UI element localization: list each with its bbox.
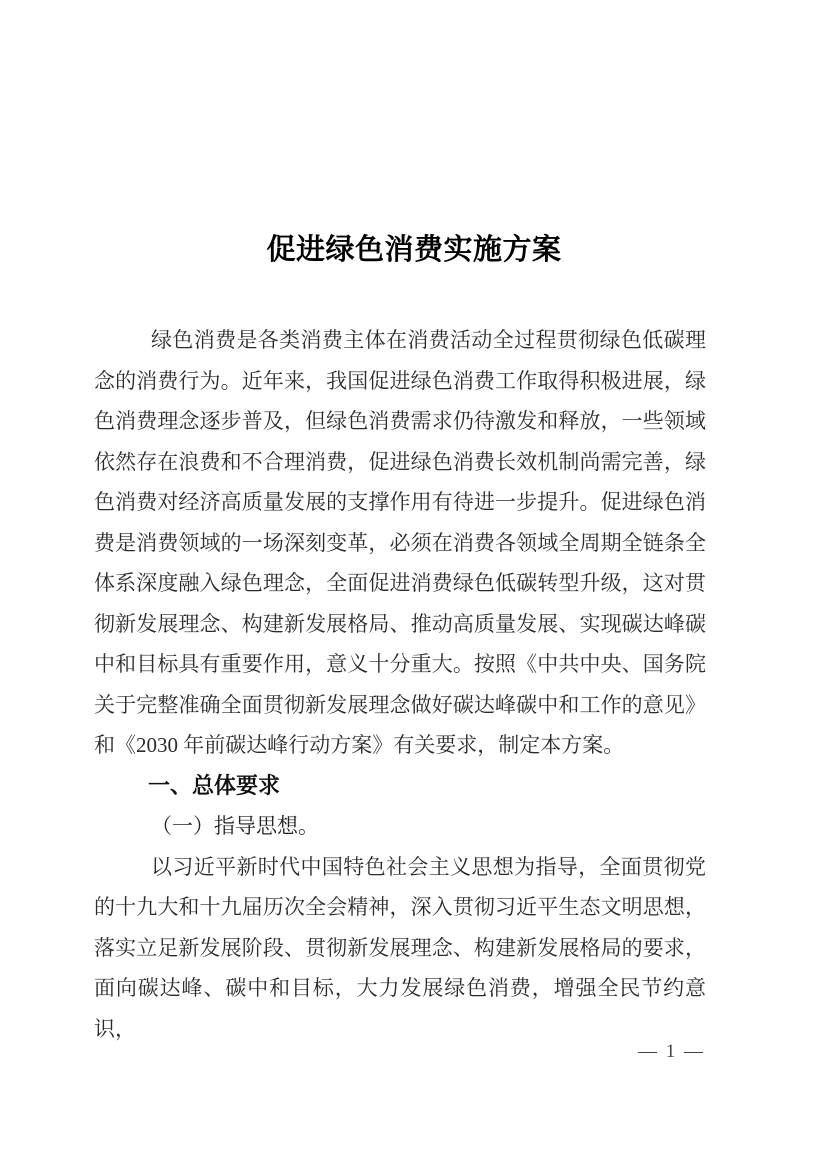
subsection-heading-guiding-ideology: （一）指导思想。: [151, 814, 319, 838]
document-title: 促进绿色消费实施方案: [266, 234, 562, 266]
section-heading-overall-requirements: 一、总体要求: [148, 772, 281, 798]
intro-paragraph: 绿色消费是各类消费主体在消费活动全过程贯彻绿色低碳理念的消费行为。近年来，我国促进绿色消费工作取得积极进展，绿色消费理念逐步普及，但绿色消费需求仍待激发和释放，一些领域依然存在浪费和不合理消费，促进绿色消费长效机制尚需完善，绿色消费对经济高质量发展的支撑作用有待进一步提升。促进绿色消费是消费领域的一场深刻变革，必须在消费各领域全周期全链条全体系深度融入绿色理念，全面促进消费绿色低碳转型升级，这对贯彻新发展理念、构建新发展格局、推动高质量发展、实现碳达峰碳中和目标具有重要作用，意义十分重大。按照《中共中央、国务院关于完整准确全面贯彻新发展理念做好碳达峰碳中和工作的意见》和《2030 年前碳达峰行动方案》有关要求，制定本方案。: [94, 328, 706, 757]
guiding-ideology-paragraph: 以习近平新时代中国特色社会主义思想为指导，全面贯彻党的十九大和十九届历次全会精神，深入贯彻习近平生态文明思想，落实立足新发展阶段、贯彻新发展理念、构建新发展格局的要求，面向碳达峰、碳中和目标，大力发展绿色消费，增强全民节约意识，: [94, 854, 706, 1041]
document-body: [94, 320, 706, 1049]
page-number: — 1 —: [638, 1041, 705, 1062]
text-block: [94, 0, 706, 1049]
